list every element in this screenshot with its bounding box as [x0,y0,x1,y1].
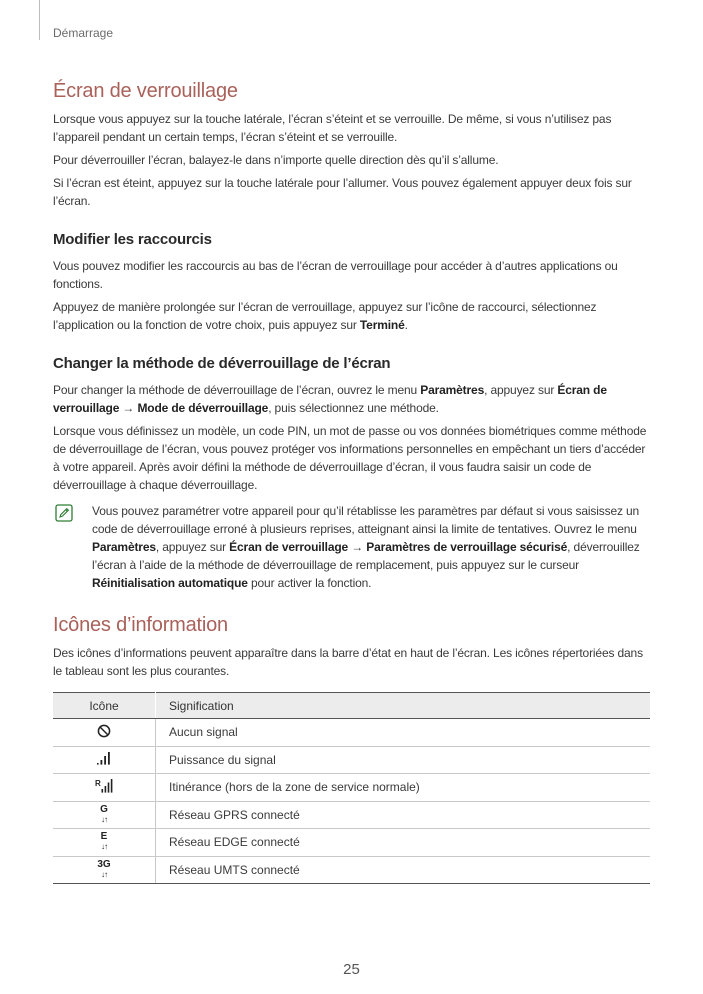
subsection-title-shortcuts: Modifier les raccourcis [53,231,212,248]
table-row [53,774,650,802]
svg-text:R: R [95,778,101,788]
gprs-icon: G ↓↑ [100,803,108,824]
table-row [53,801,650,829]
ui-term: Paramètres [92,540,156,554]
table-header-row [53,693,650,719]
meaning-cell: Réseau GPRS connecté [156,801,651,829]
signal-strength-icon [96,751,112,765]
ui-term: Écran de verrouillage [53,383,607,415]
table-row [53,856,650,884]
table-row [53,829,650,857]
paragraph: Lorsque vous appuyez sur la touche latérale, l’écran s’éteint et se verrouille. De même, si vous n’utilisez pas l’appareil pendant un certain temps, l’écran s’éteint et se verrouille. [53,112,612,144]
paragraph: Des icônes d’informations peuvent apparaître dans la barre d’état en haut de l’écran. Les icônes répertoriées dans le tableau sont les plus courantes. [53,646,643,678]
section-title-info-icons: Icônes d’information [53,614,228,636]
running-header: Démarrage [53,26,114,40]
meaning-cell: Itinérance (hors de la zone de service normale) [156,774,651,802]
meaning-cell: Aucun signal [156,719,651,747]
page-content [53,80,650,884]
margin-rule [39,0,40,40]
meaning-cell: Puissance du signal [156,746,651,774]
column-header-meaning: Signification [156,693,651,719]
paragraph: Pour déverrouiller l’écran, balayez-le dans n’importe quelle direction dès qu’il s’allume. [53,153,499,167]
note-text: Vous pouvez paramétrer votre appareil pour qu’il rétablisse les paramètres par défaut si vous saisissez un code de déverrouillage erroné à plusieurs reprises, atteignant ainsi la limite de tentatives. Ouvrez le menu Paramètres, appuyez sur Écran de verrouillage → Paramètres de verrouillage sécurisé, déverrouillez l’écran à l’aide de la méthode de déverrouillage de remplacement, puis appuyez sur le curseur Réinitialisation automatique pour activer la fonction. [92,504,640,590]
paragraph: Pour changer la méthode de déverrouillage de l’écran, ouvrez le menu Paramètres, appuyez sur Écran de verrouillage → Mode de déverrouillage, puis sélectionnez une méthode. [53,383,607,415]
info-icons-table [53,692,650,884]
umts-icon: 3G ↓↑ [97,858,111,879]
section-title-lock-screen: Écran de verrouillage [53,80,238,102]
paragraph: Lorsque vous définissez un modèle, un code PIN, un mot de passe ou vos données biométriques comme méthode de déverrouillage de l’écran, vous pouvez protéger vos informations personnelles en empêchant un tiers d’accéder à votre appareil. Après avoir défini la méthode de déverrouillage d’écran, il vous faudra saisir un code de déverrouillage à chaque déverrouillage. [53,424,647,492]
ui-term: Écran de verrouillage [229,540,349,554]
no-signal-icon [97,724,111,738]
roaming-icon [95,778,113,794]
ui-term: Paramètres [420,383,485,397]
ui-term: Réinitialisation automatique [92,576,248,590]
table-row [53,746,650,774]
meaning-cell: Réseau EDGE connecté [156,829,651,857]
note-icon [55,504,73,522]
table-row [53,719,650,747]
ui-term: Terminé [359,318,405,332]
paragraph: Si l’écran est éteint, appuyez sur la touche latérale pour l’allumer. Vous pouvez également appuyer deux fois sur l’écran. [53,176,632,208]
ui-term: Paramètres de verrouillage sécurisé [366,540,568,554]
paragraph: Appuyez de manière prolongée sur l’écran de verrouillage, appuyez sur l’icône de raccourci, sélectionnez l’application ou la fonction de votre choix, puis appuyez sur Terminé. [53,300,597,332]
note-box [53,502,650,592]
page-number: 25 [343,961,360,978]
paragraph: Vous pouvez modifier les raccourcis au bas de l’écran de verrouillage pour accéder à d’autres applications ou fonctions. [53,259,618,291]
column-header-icon: Icône [53,693,156,719]
meaning-cell: Réseau UMTS connecté [156,856,651,884]
edge-icon: E ↓↑ [100,831,108,852]
ui-term: Mode de déverrouillage [137,401,269,415]
subsection-title-unlock-method: Changer la méthode de déverrouillage de l’écran [53,355,391,372]
